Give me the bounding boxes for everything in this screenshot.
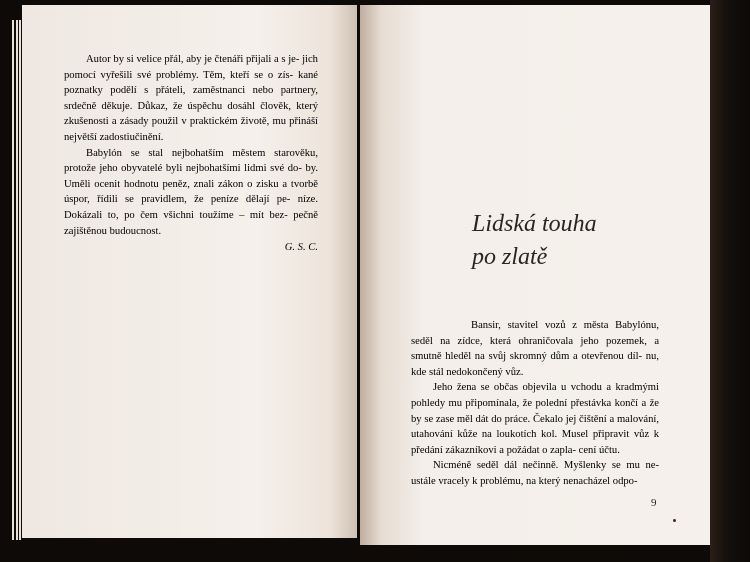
paragraph xyxy=(411,458,659,489)
text-line: seděl na zídce, která ohraničovala jeho pozemek, xyxy=(411,335,647,347)
page-edge xyxy=(12,20,14,540)
text-line: a malování, utahování kůže na loukotích kol. Musel xyxy=(411,413,660,441)
chapter-title-line: Lidská touha xyxy=(472,211,597,237)
chapter-title-line: po zlatě xyxy=(472,244,548,270)
text-line: ustále vracely k problému, na který nenacházel odpo- xyxy=(411,475,638,487)
page-edge xyxy=(16,20,18,540)
text-line: níze. Dokázali to, po čem všichni toužíme – mít bez- xyxy=(64,194,318,221)
text-line: Bansir, stavitel vozů z města Babylónu, xyxy=(471,320,659,331)
paragraph xyxy=(64,146,318,240)
text-line: životě, mu přináší největší zadostiučinění. xyxy=(64,116,319,143)
text-line: jich pomocí vyřešili své problémy. Těm, kteří se o zís- xyxy=(64,54,318,81)
author-signature: G. S. C. xyxy=(284,242,318,254)
paragraph xyxy=(411,380,659,458)
text-line: pohledy mu připomínala, že polední přestávka končí xyxy=(411,397,639,409)
text-line: pečně zajištěnou budoucnost. xyxy=(64,209,318,237)
left-page-text xyxy=(64,52,318,256)
text-line: nu, kde stál nedokončený vůz. xyxy=(411,351,659,378)
text-line: člověk, který zkušenosti a zásady použil v praktickém xyxy=(64,100,318,128)
chapter-title xyxy=(472,208,597,274)
text-line: a že by se zase měl dát do práce. Čekalo jej čištění xyxy=(411,397,659,425)
text-line: Jeho žena se občas objevila u vchodu a kradmými xyxy=(433,382,659,394)
paragraph xyxy=(411,318,659,380)
page-edge xyxy=(19,20,21,540)
text-line: by. Uměli ocenit hodnotu peněz, znali zákon o zisku xyxy=(64,163,318,190)
paper-speck xyxy=(673,519,676,522)
text-line: a tvorbě úspor, řídili se pravidlem, že peníze dělají pe- xyxy=(64,178,318,206)
text-line: Babylón se stal nejbohatším městem starověku, xyxy=(86,147,318,159)
text-line: Nicméně seděl dál nečinně. Myšlenky se mu ne- xyxy=(433,460,659,472)
text-line: cení účtu. xyxy=(578,444,620,456)
text-line: kané poznatky podělí s přáteli, zaměstnanci nebo xyxy=(64,69,319,97)
text-line: partnery, srdečně děkuje. Důkaz, že úspěchu dosáhl xyxy=(64,85,318,112)
text-line: protože jeho obyvatelé byli nejbohatšími lidmi své do- xyxy=(64,163,302,175)
background-shadow xyxy=(710,0,750,562)
paragraph xyxy=(64,52,318,146)
right-page-text xyxy=(411,318,659,490)
page-number: 9 xyxy=(651,497,657,509)
text-line: a smutně hleděl na svůj skromný dům a otevřenou díl- xyxy=(411,335,660,363)
text-line: připravit vůz k předání zákazníkovi a požádat o zapla- xyxy=(411,429,659,456)
text-line: Autor by si velice přál, aby je čtenáři přijali a s je- xyxy=(86,54,300,65)
